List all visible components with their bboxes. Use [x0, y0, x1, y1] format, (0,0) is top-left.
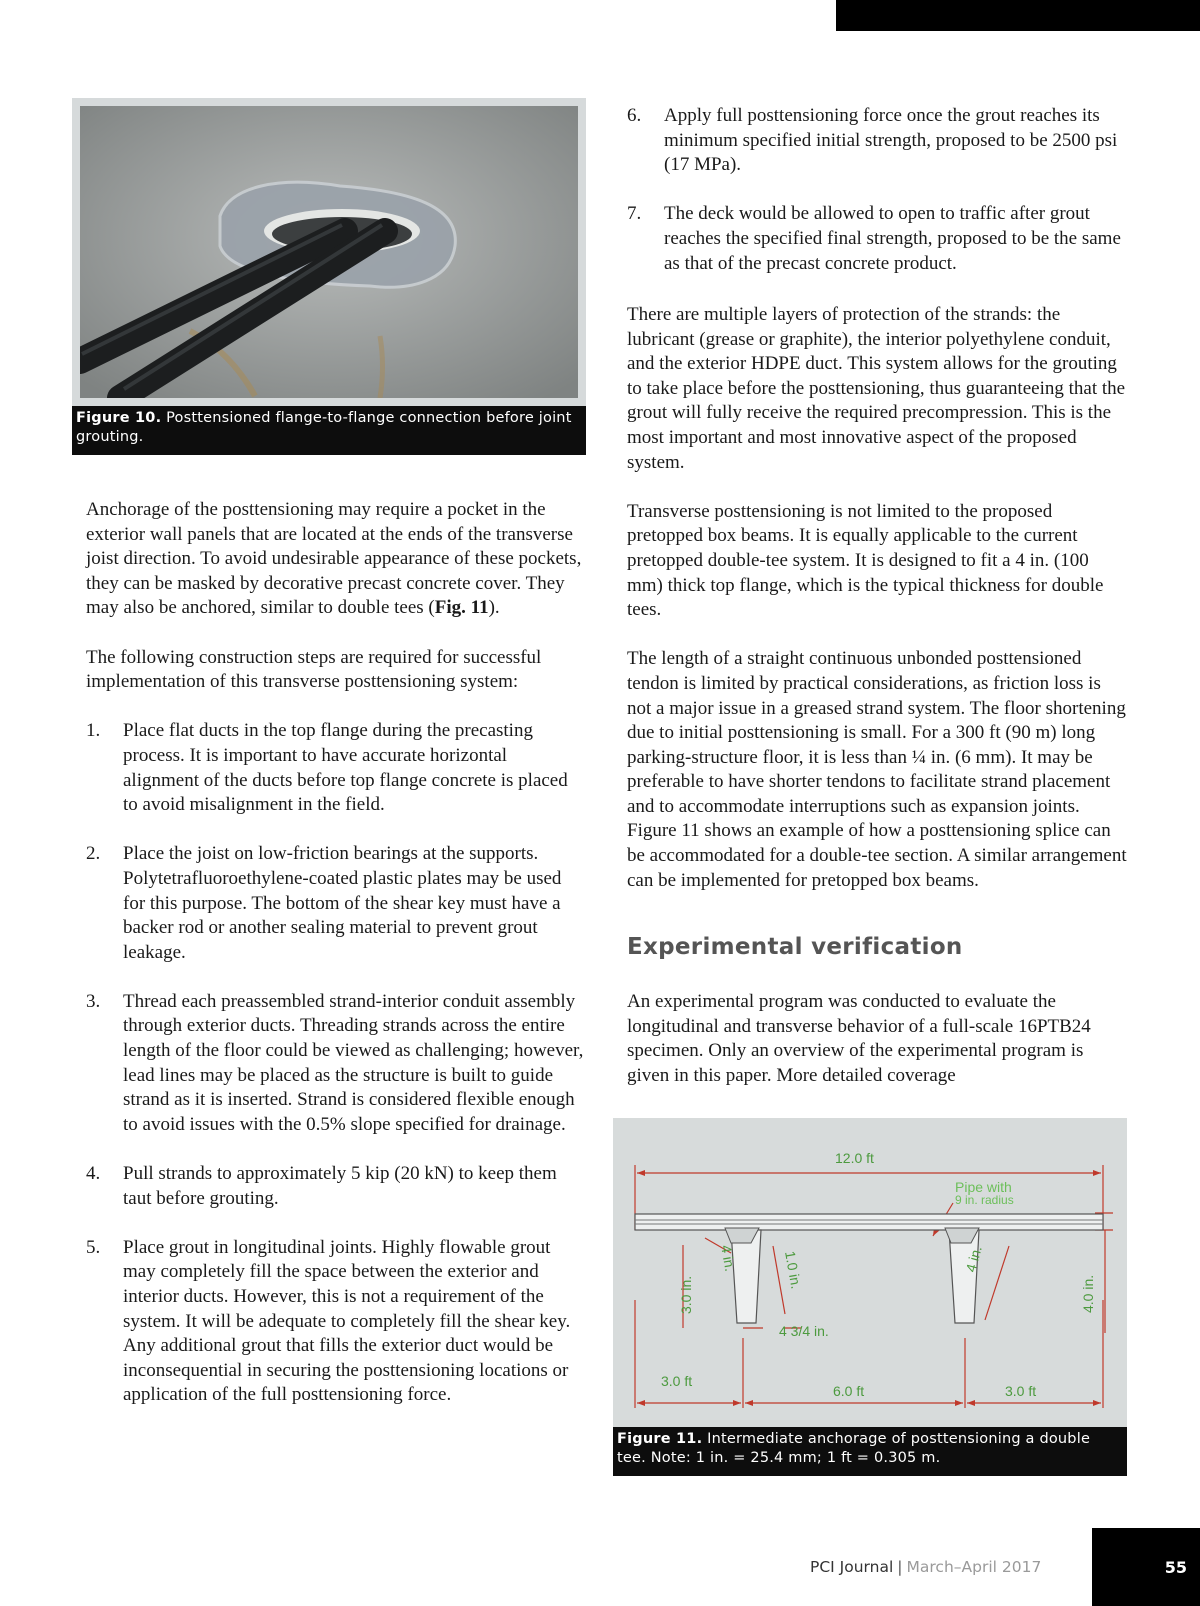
- label-right-overhang: 3.0 ft: [1005, 1383, 1037, 1399]
- label-stem-width: 4 3/4 in.: [779, 1323, 829, 1339]
- footer-separator: |: [897, 1558, 903, 1576]
- label-stem-slope: 1.0 in.: [782, 1249, 805, 1291]
- footer-journal: [810, 1558, 1041, 1576]
- list-item-text: Place grout in longitudinal joints. Highly flowable grout may completely fill the space between the exterior and interior ducts. However, this is not a requirement of the system. It will be adequate to completely fill the shear key. Any additional grout that fills the exterior duct would be inconsequential in securing the posttensioning locations or application of the full posttensioning force.: [123, 1236, 571, 1406]
- list-item-number: 6.: [627, 105, 642, 126]
- paragraph-text-end: ).: [488, 597, 500, 619]
- list-item-text: Place the joist on low-friction bearings at the supports. Polytetrafluoroethylene-coated plastic plates may be used for this purpose. The bottom of the shear key must have a backer rod or another sealing material to prevent grout leakage.: [123, 843, 562, 963]
- paragraph-anchorage: [86, 498, 586, 621]
- paragraph-experimental-program: An experimental program was conducted to evaluate the longitudinal and transverse behavior of a full-scale 16PTB24 specimen. Only an overview of the experimental program is given in this paper. More detailed coverage: [627, 991, 1091, 1086]
- list-item-number: 1.: [86, 720, 101, 742]
- paragraph-transverse-posttensioning: Transverse posttensioning is not limited to the proposed pretopped box beams. It is equally applicable to the current pretopped double-tee system. It is designed to fit a 4 in. (100 mm) thick top flange, which is the typical thickness for double tees.: [627, 500, 1104, 621]
- list-item-text: Place flat ducts in the top flange during the precasting process. It is important to have accurate horizontal alignment of the ducts before top flange concrete is placed to avoid misalignment in the field.: [123, 720, 568, 816]
- figure-11-caption-text: Intermediate anchorage of posttensioning a double tee. Note: 1 in. = 25.4 mm; 1 ft = 0.305 m.: [617, 1431, 1091, 1466]
- figure-10-caption-text: Posttensioned flange-to-flange connection before joint grouting.: [76, 410, 572, 445]
- list-item: [627, 104, 1127, 178]
- list-item: [627, 202, 1127, 276]
- label-depth: 4.0 in.: [1080, 1274, 1096, 1313]
- list-item: [86, 842, 586, 965]
- list-item-number: 5.: [86, 1236, 101, 1258]
- label-left-overhang: 3.0 ft: [661, 1373, 693, 1389]
- figure-10-photo: [72, 98, 586, 406]
- figure-11-drawing: [613, 1118, 1127, 1427]
- section-heading: Experimental verification: [627, 934, 963, 960]
- figure-10-caption: [72, 406, 586, 455]
- figure-10-caption-label: Figure 10.: [76, 410, 162, 426]
- list-item-number: 2.: [86, 843, 101, 865]
- paragraph-tendon-length: The length of a straight continuous unbonded posttensioned tendon is limited by practical considerations, as friction loss is not a major issue in a greased strand system. The floor shortening due to initial posttensioning is small. For a 300 ft (90 m) long parking-structure floor, it is less than ¼ in. (6 mm). It may be preferable to have shorter tendons to facilitate strand placement and to accommodate interruptions such as expansion joints. Figure 11 shows an example of how a posttensioning splice can be accommodated for a double-tee section. A similar arrangement can be implemented for pretopped box beams.: [627, 648, 1127, 891]
- figure-11-caption-label: Figure 11.: [617, 1431, 703, 1447]
- issue-date: March–April 2017: [906, 1558, 1042, 1576]
- label-flange-left: 4 in.: [718, 1243, 739, 1273]
- figure-11-caption: [613, 1427, 1127, 1476]
- list-item-number: 7.: [627, 203, 642, 225]
- list-item-number: 4.: [86, 1163, 101, 1185]
- header-bar: [836, 0, 1200, 31]
- paragraph-protection-layers: There are multiple layers of protection of the strands: the lubricant (grease or graphite), the interior polyethylene conduit, and the exterior HDPE duct. This system allows for the grouting to take place before the posttensioning, thus guaranteeing that the grout will fully receive the required precompression. This is the most important and most innovative aspect of the proposed system.: [627, 304, 1126, 473]
- construction-steps-list-continued: [627, 104, 1127, 276]
- list-item-text: Apply full posttensioning force once the grout reaches its minimum specified initial strength, proposed to be 2500 psi (17 MPa).: [664, 105, 1118, 176]
- label-stem-height: 3.0 in.: [678, 1275, 694, 1314]
- right-column-steps: [627, 104, 1127, 301]
- figure-11: [613, 1118, 1127, 1476]
- label-pipe-line1: Pipe with: [955, 1179, 1012, 1195]
- list-item-number: 3.: [86, 990, 101, 1012]
- journal-name: PCI Journal: [810, 1558, 894, 1576]
- page-number: 55: [1092, 1528, 1200, 1606]
- list-item-text: The deck would be allowed to open to traffic after grout reaches the specified final strength, proposed to be the same as that of the precast concrete product.: [664, 203, 1121, 274]
- paragraph-construction-steps: The following construction steps are required for successful implementation of this transverse posttensioning system:: [86, 646, 542, 693]
- left-column: [86, 498, 586, 1433]
- construction-steps-list: [86, 719, 586, 1408]
- label-flange-right: 4 in.: [962, 1244, 985, 1274]
- list-item-text: Thread each preassembled strand-interior conduit assembly through exterior ducts. Threading strands across the entire length of the floor could be viewed as challenging; however, lead lines may be placed as the structure is built to guide strand as it is inserted. Strand is considered flexible enough to avoid issues with the 0.5% slope specified for drainage.: [123, 990, 584, 1135]
- label-pipe-line2: 9 in. radius: [955, 1193, 1014, 1207]
- list-item: [86, 1162, 586, 1211]
- list-item: [86, 990, 586, 1138]
- list-item-text: Pull strands to approximately 5 kip (20 kN) to keep them taut before grouting.: [123, 1163, 557, 1209]
- figure-reference: Fig. 11: [434, 597, 489, 619]
- right-column-body: [627, 303, 1127, 918]
- right-column-experimental: [627, 990, 1127, 1113]
- label-overall-width: 12.0 ft: [835, 1150, 874, 1166]
- label-center-span: 6.0 ft: [833, 1383, 865, 1399]
- figure-10: [72, 98, 586, 455]
- list-item: [86, 1236, 586, 1408]
- list-item: [86, 719, 586, 817]
- paragraph-text: Anchorage of the posttensioning may require a pocket in the exterior wall panels that are located at the ends of the transverse joist direction. To avoid undesirable appearance of these pockets, they can be masked by decorative precast concrete cover. They may also be anchored, similar to double tees (: [86, 499, 582, 619]
